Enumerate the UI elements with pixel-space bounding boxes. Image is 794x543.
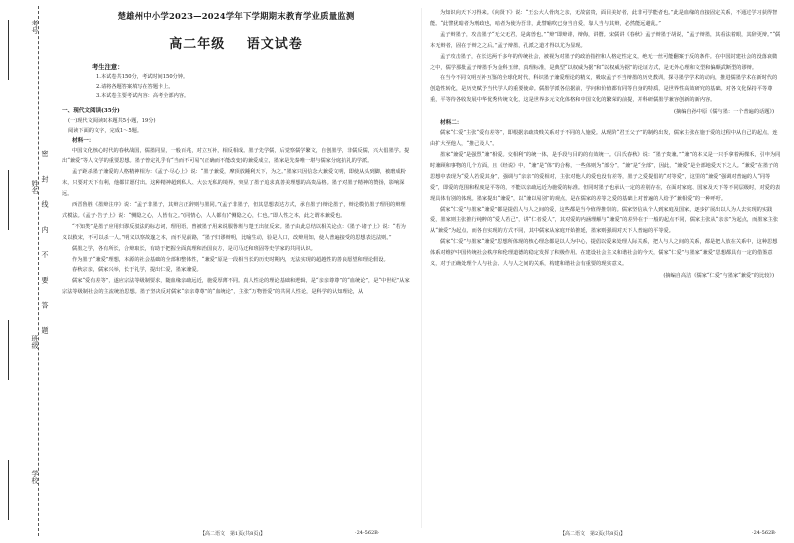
body-paragraph: “不知类”是墨子应用归谬反驳法的标志词，理用语，曾被墨子用来说服鲁班与楚王出征反宋。墨子由此总结以相关论点：《墨子·诸子上》说：“若为义以救宋，不可以杀一人。”明义以察故邃之本，而不见前路，“墨子归谬辩明，比喻生动，验是人口，改辩用知，使人普遍接受的思想表达法则。”: [62, 223, 406, 241]
body-paragraph: 春秋宗亲，儒家兴举，长于礼学，提出仁爱，墨家兼爱。: [72, 267, 202, 274]
footer-code: ·24-562B·: [355, 530, 380, 536]
body-paragraph: 儒家“爱有差等”，遂应宗法等级制要求，随血缘亲疏远近，施爱厚薄不同。真人性论的理论基础和逻辑，是“亲亲尊尊”的“血统论”，是“中世纪”从家宗法等级制社会的主流统治思想。墨子坚决反对儒家“亲亲尊尊”的“血统论”，主张“万物皆爱”的共同人性论，是科学的认知理论，从: [62, 278, 410, 296]
source-citation-1: (摘编自孙中原《儒与墨：一个普遍的话题》): [673, 109, 774, 116]
footer-code: ·24-562B·: [752, 530, 777, 536]
body-paragraph: 孟子辩墨子，攻击墨子“无父无君，是禽兽也。”“辩”即辩诽，辩侮，讲僭。宋儒讲《春秋》孟子辩墨于胡说，“孟子辩墨，其看法着眼，其辞更辩。”“儒本无辩者，固在于辩之之后。”孟子辩墨，孔派之道才得以尤为显现。: [430, 31, 781, 49]
binding-strip: [0, 0, 58, 543]
body-paragraph: 西晋鲁胜《墨辩注序》说：“孟子非墨子，其辩言正辞则与墨同。”(孟子非墨子，但其思想表达方式，承自墨子)辩论墨子，辩论模仿墨子理用的辩理式模法。《孟子·告子上》说：“恻隐之心，人皆有之。”(同情心，人人都有)“恻隐之心，仁也。”即人性之本，此之谓本兼爱也。: [62, 202, 406, 219]
school-underline: [8, 460, 9, 520]
body-paragraph: 儒墨之学，各有所长，合辩取长，有助于把握全面真理和治国良方，是司马迁和班固等史学家的共同认识。: [72, 245, 316, 252]
page-divider: [421, 8, 422, 528]
name-underline: [8, 170, 9, 230]
class-label: 班级: [31, 335, 39, 349]
grade-label: 高二年级: [169, 37, 226, 52]
exam-no-label: 考号: [31, 20, 39, 34]
footer-page-label: 【高二语文 第2页(共8页)】: [560, 531, 626, 537]
seal-dashed-line: [38, 6, 39, 536]
footer-page-label: 【高二语文 第1页(共8页)】: [200, 531, 266, 537]
body-paragraph: 墨家“兼爱”是强烈“兼”相爱。交相利”的统一体，是手段与目的的有效统一。《吕氏春秋》说：“墨子贵兼。”“兼”的本义是一只手拿着两棵禾，引申为同时兼顾和事物的几个方面，且《经说》中，“兼”是“体”的合称，一些体则为“部分”，“兼”是“全部”，因此，“兼爱”是全部地爱天下之人。“兼爱”在墨子的思想中表现为“爱人若爱其身”，强调与“亲亲”的爱相对，主张对他人的爱也没有差等，墨子之爱提倡的“对等爱”，这里的“兼爱”强调对普遍的人“同等爱”，即爱的范围和程度是平等的，不能以亲疏远近为施爱的标准。但同时墨子也承认一定的差别存在，在面对家庭、国家及天下等不同层级时，对爱的表现具体有别的体现。墨家提出“兼爱”，以“兼以易别”的观点，是在儒家的差等之爱的基础上对普遍的人给予“兼相爱”的一种呼吁。: [430, 151, 781, 202]
seal-line-text: 密 封 线 内 不 要 答 题: [41, 150, 49, 342]
left-column: [62, 8, 410, 298]
body-paragraph: 在当今不同文明互补互鉴的全球化时代，科识墨子兼爱理论的精义，吸取孟子不当辩墨的历史教训，探寻墨学学术的动向，推进儒墨学术在新时代的创造性转化，是历史赋予当代学人的重要使命。儒墨学派各信据前，学问和价值都有同等自身的特质，是世界性高效研究的基础。对各文化保持平等尊重，平等待各收发展中华优秀传统文化，这是世界多元文化体格和中国文化的繁荣的前提，并科研儒墨学兼容创新的新内容。: [430, 75, 778, 104]
school-label: 学校: [31, 470, 39, 484]
body-paragraph: 孟子距杀墨子兼爱的人格精神相为：《孟子·尽心上》说：“墨子兼爱，摩顶放踵利天下，为之。”墨家只因信念大兼爱文明，即使从头到脚，被磨成粉末，只要对天下有利，他都甘愿付出。这种精神超到私人、大公无私的境界，突显了墨子追求真善美理想的高贵品格。墨子对墨子精神的赞扬，影响深远。: [62, 169, 406, 198]
body-paragraph: 儒家“仁爱”与墨家“兼爱”思想所体现的核心理念都是以人为中心，提倡以爱来处理人际关系，把人与人之间的关系，都是把人放在关系中，这种思想体系对维护中国传统社会秩序和伦理道德的稳定发挥了积极作用。在建设社会主义和谐社会的今天，儒家“仁爱”与墨家“兼爱”思想都具有一定的借鉴意义，对于正确处理个人与社会、人与人之间的关系，构建和谐社会有重要的现实意义。: [430, 239, 778, 268]
notice-block: [92, 62, 410, 102]
body-paragraph: 儒家“仁爱”主张“爱有差等”，即根据亲疏贵贱关系对于不同的人施爱。从现阶“君王父子”的制约出发，儒家主张在施于爱的过程中从自己的起点，连由扩大至他人，“推己及人”。: [430, 130, 778, 148]
notice-item: 1.本试卷共150分，考试时间150分钟。: [96, 74, 189, 80]
material2-label: 材料二：: [440, 120, 463, 127]
body-paragraph: 孟子攻击墨子，在长达两千多年的传统社会，被视为对墨子的政治指控和人格定性定义，绝无一丝可能翻案于反的条件。在中国封建社会的没落衰微之中，儒学那批孟子辩墨手为金科玉律，真理标准，是典型“以权威为据”和“以权威为据”的论证方式，是无外心理和文型和偏颇武断型的谬辩。: [430, 53, 778, 71]
body-paragraph: 中国文化核心时代的春秋战国，儒墨同显，一般百兆，对立互补，相反相成。墨子先学儒，后觉察儒学繁文，自创墨学，非儒反儒，兴大倡墨学。提出“兼爱”等人文学的重要思想。墨子曾定礼乎有“当而不可易”(正确而不能改变)的兼爱成立，墨家是先秦唯一堪与儒家分庭抗礼的学派。: [62, 147, 410, 165]
material1-label: 材料一：: [72, 137, 95, 144]
subject-label: 语文试卷: [246, 37, 303, 52]
notice-item: 2.请将各题答案填写在答题卡上。: [96, 83, 174, 90]
body-paragraph: 为知识向天下习得来。《向贤下》说：“王公大人骨肉之亲，无故富贵，面目美好者，此非可学能者也。”此是血缘的直接固定关系，不通过学习获得智能。“此譬犹暗者为刑政也，喑者为使为吾非，此譬喻吹已身当自爱，靠人当与其辩，必然能远避乱。”: [430, 10, 778, 27]
notice-item: 3.本试卷主要考试内容：高考全部内容。: [96, 93, 190, 99]
exam-no-underline: [8, 20, 9, 80]
exam-subtitle: [62, 34, 410, 56]
section-heading: 一、现代文阅读(35分): [62, 107, 120, 114]
body-paragraph: 儒家“仁爱”与墨家“兼爱”都是提倡人与人之间的爱，这些都是当今值得推崇的。儒家坚信从个人到家庭及国家，逐步扩展出以人为人去实现的实践爱，墨家则主张推行纯粹的“爱人若己”，讲“仁者爱人”，其对爱的内涵理解与“兼爱”的差异在于一般的起点不同，儒家主张从“亲亲”为起点，而墨家主张从“兼爱”为起点，而各自实现的方式不同，其中儒家从家庭开始推延，墨家则强调对天下人普遍的平等爱。: [430, 206, 779, 235]
exam-title: 楚雄州中小学2023—2024学年下学期期末教育学业质量监测: [117, 11, 355, 21]
notice-heading: 考生注意：: [92, 64, 124, 71]
source-citation-2: (摘编自高洁《儒家“仁爱”与墨家“兼爱”的比较》): [663, 272, 774, 279]
class-underline: [8, 320, 9, 380]
right-column: [430, 8, 782, 282]
name-label: 姓名: [31, 180, 39, 194]
instruction-text: 阅读下面的文字，完成1～5题。: [68, 127, 143, 134]
body-paragraph: 作为墨子“兼爱”理想，本源的社会基础的全部和整体性，“兼爱”原是一段相当长的历史时期内，无法实现的超越性的善良愿望和理论假设。: [72, 256, 389, 263]
part-heading: (一)现代文阅读Ⅰ(本题共5小题，19分): [68, 117, 156, 124]
